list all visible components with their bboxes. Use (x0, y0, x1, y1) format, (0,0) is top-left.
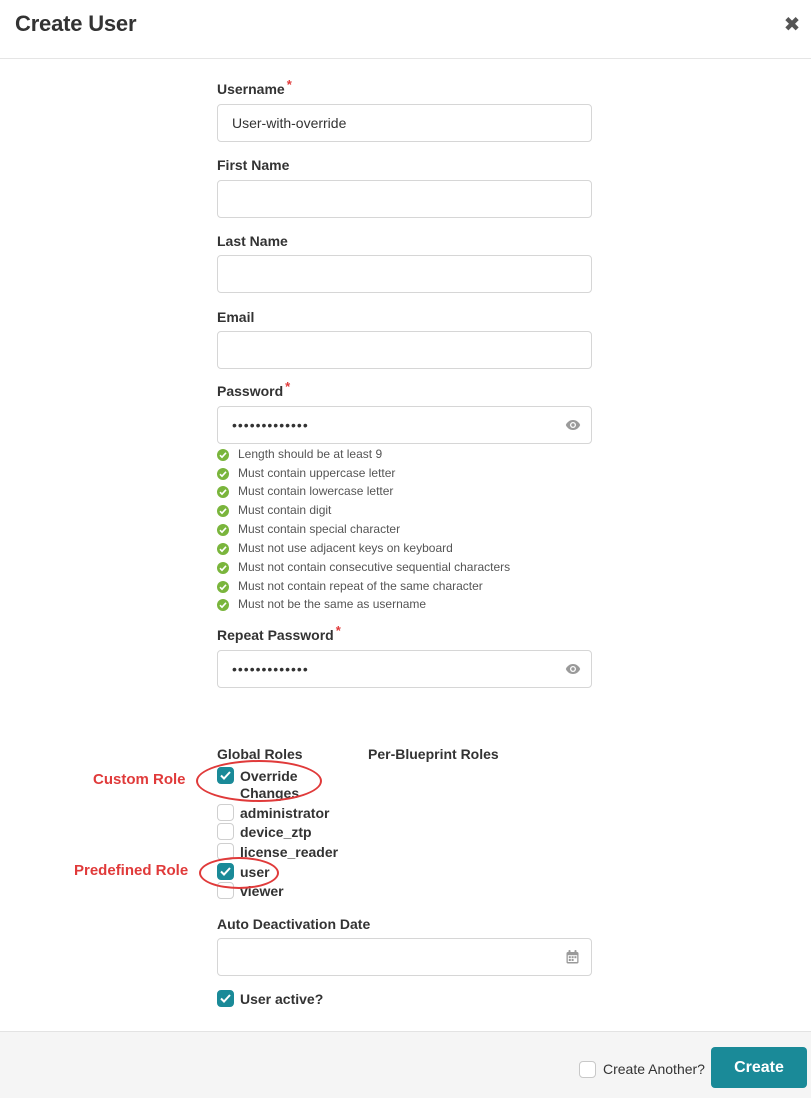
password-value: ••••••••••••• (232, 417, 309, 433)
user-active-checkbox[interactable] (217, 990, 234, 1007)
repeat-password-value: ••••••••••••• (232, 661, 309, 677)
username-label-text: Username (217, 81, 285, 97)
check-circle-icon (217, 486, 229, 498)
repeat-password-label (217, 623, 341, 643)
calendar-icon[interactable] (566, 950, 579, 964)
check-circle-icon (217, 468, 229, 480)
check-circle-icon (217, 599, 229, 611)
role-viewer-label: viewer (240, 883, 284, 899)
required-marker: * (286, 77, 292, 92)
deactivation-date-label: Auto Deactivation Date (217, 916, 371, 932)
password-input[interactable] (217, 406, 592, 444)
check-circle-icon (217, 562, 229, 574)
annotation-custom-role: Custom Role (93, 771, 186, 788)
password-rule-text: Must not use adjacent keys on keyboard (238, 541, 453, 555)
email-input[interactable] (217, 331, 592, 369)
user-active-label: User active? (240, 991, 324, 1007)
role-administrator-label: administrator (240, 805, 330, 821)
close-icon[interactable]: ✖ (783, 14, 801, 36)
check-circle-icon (217, 505, 229, 517)
repeat-password-input[interactable] (217, 650, 592, 688)
username-label (217, 77, 292, 97)
required-marker: * (335, 623, 341, 638)
create-button[interactable]: Create (711, 1047, 807, 1088)
password-rule-text: Must contain special character (238, 522, 401, 536)
role-administrator-checkbox[interactable] (217, 804, 234, 821)
password-rule-text: Must contain digit (238, 503, 332, 517)
annotation-ellipse-predefined (199, 857, 279, 889)
password-rule-text: Must contain uppercase letter (238, 466, 396, 480)
role-override-changes-label-line2: Changes (240, 785, 300, 801)
dialog-footer (0, 1031, 811, 1098)
password-label (217, 379, 291, 399)
deactivation-date-input[interactable] (217, 938, 592, 976)
annotation-predefined-role: Predefined Role (74, 862, 189, 879)
password-rule-text: Must not contain repeat of the same character (238, 579, 483, 593)
role-override-changes-label: Override (240, 768, 298, 784)
eye-icon[interactable] (565, 662, 581, 676)
role-device-ztp-label: device_ztp (240, 824, 312, 840)
eye-icon[interactable] (565, 418, 581, 432)
create-another-label: Create Another? (603, 1061, 705, 1077)
dialog-header (0, 0, 811, 59)
check-circle-icon (217, 543, 229, 555)
repeat-password-label-text: Repeat Password (217, 627, 334, 643)
annotation-ellipse-custom (196, 760, 322, 802)
check-circle-icon (217, 581, 229, 593)
first-name-input[interactable] (217, 180, 592, 218)
role-device-ztp-checkbox[interactable] (217, 823, 234, 840)
check-circle-icon (217, 449, 229, 461)
first-name-label: First Name (217, 157, 290, 173)
checkmark-icon (220, 994, 231, 1003)
username-input[interactable] (217, 104, 592, 142)
password-rule-text: Must not contain consecutive sequential characters (238, 560, 511, 574)
password-rule-text: Must not be the same as username (238, 597, 427, 611)
per-blueprint-roles-label: Per-Blueprint Roles (368, 746, 499, 762)
email-label: Email (217, 309, 255, 325)
dialog-title: Create User (15, 11, 137, 36)
password-rule-text: Must contain lowercase letter (238, 484, 394, 498)
create-another-checkbox[interactable] (579, 1061, 596, 1078)
check-circle-icon (217, 524, 229, 536)
role-license-reader-label: license_reader (240, 844, 339, 860)
password-rule-text: Length should be at least 9 (238, 447, 383, 461)
last-name-input[interactable] (217, 255, 592, 293)
last-name-label: Last Name (217, 233, 288, 249)
global-roles-label: Global Roles (217, 746, 303, 762)
required-marker: * (285, 379, 291, 394)
role-user-label: user (240, 864, 270, 880)
username-value: User-with-override (232, 115, 347, 131)
password-label-text: Password (217, 383, 284, 399)
